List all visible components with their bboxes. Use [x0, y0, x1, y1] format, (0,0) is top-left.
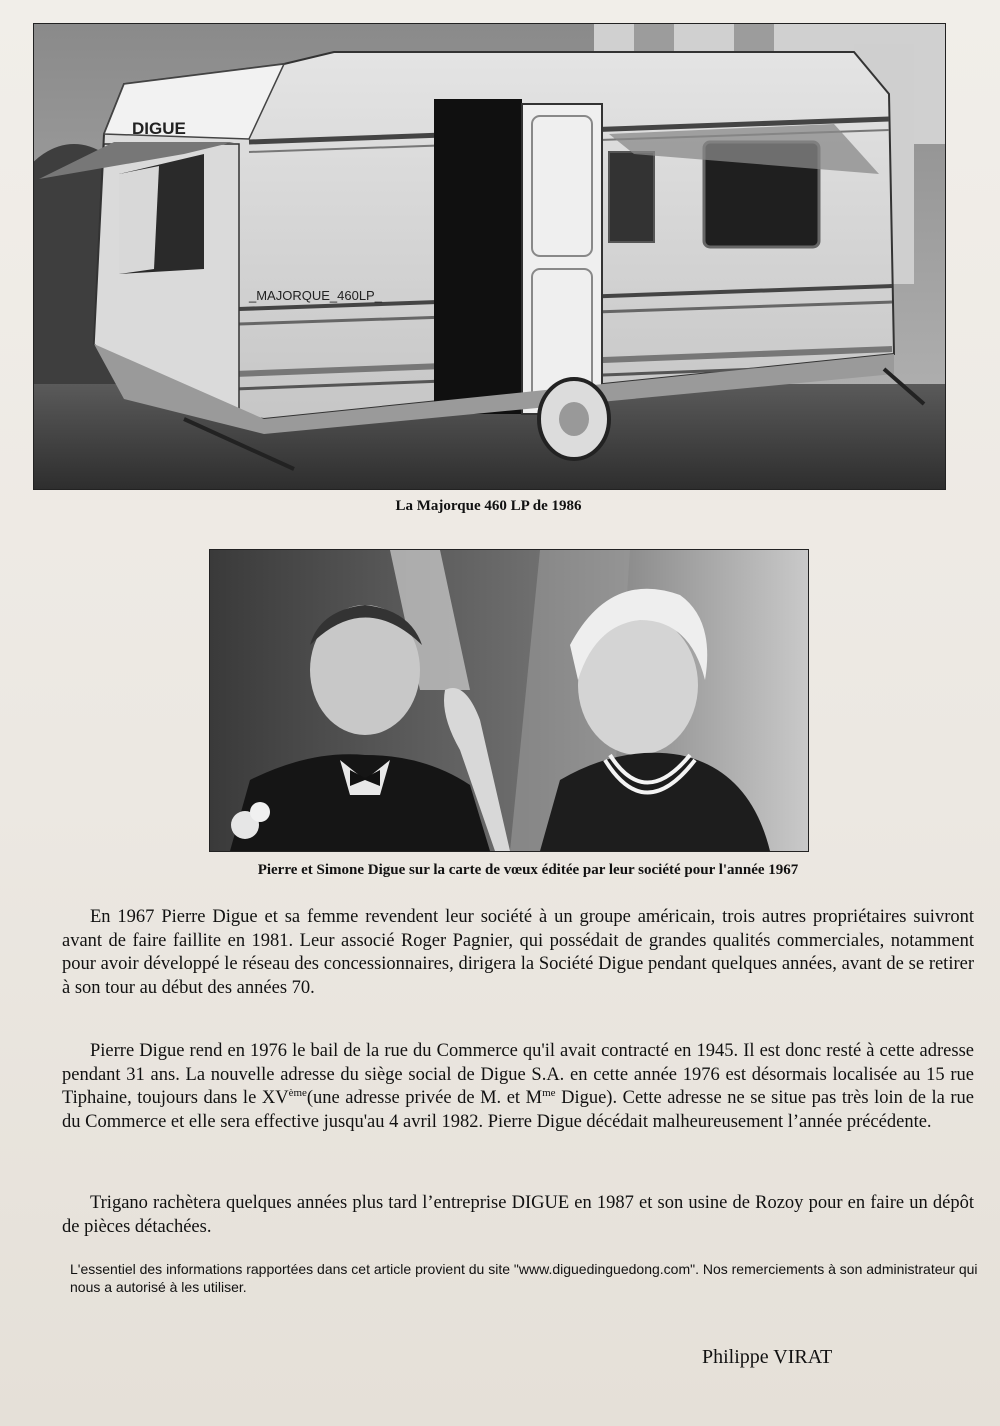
brand-label: DIGUE [132, 119, 186, 138]
caravan-illustration [34, 24, 945, 489]
paragraph-2 [62, 1040, 974, 1134]
source-note: L'essentiel des informations rapportées dans cet article provient du site "www.diguedinguedong.com". Nos remerciements à son administrateur qui nous a autorisé à les utiliser. [70, 1261, 978, 1295]
superscript-me: me [542, 1086, 556, 1099]
paragraph-3: Trigano rachètera quelques années plus tard l’entreprise DIGUE en 1987 et son usine de Rozoy pour en faire un dépôt de pièces détachées. [62, 1193, 974, 1237]
portrait-illustration [210, 550, 808, 851]
paragraph-2-part-a: Pierre Digue rend en 1976 le bail de la rue du Commerce qu'il avait contracté en 1945. Il est donc resté à cette adresse pendant 31 ans. La nouvelle adresse du siège social de Digue S.A. en cette année 1976 est désormais localisée au 15 rue Tiphaine, toujours dans le XV [62, 1041, 974, 1108]
model-label: _MAJORQUE_460LP_ [249, 288, 382, 303]
caravan-caption: La Majorque 460 LP de 1986 [395, 498, 582, 514]
paragraph-2-part-b: (une adresse privée de M. et M [306, 1088, 543, 1108]
caravan-photo [33, 23, 946, 490]
portrait-photo [209, 549, 809, 852]
superscript-eme: ème [288, 1086, 307, 1099]
author-signature: Philippe VIRAT [702, 1346, 833, 1368]
paragraph-1: En 1967 Pierre Digue et sa femme revendent leur société à un groupe américain, trois autres propriétaires suivront avant de faire faillite en 1981. Leur associé Roger Pagnier, qui possédait de grandes qualités commerciales, notamment pour avoir développé le réseau des concessionnaires, dirigera la Société Digue pendant quelques années, avant de se retirer à son tour au début des années 70. [62, 907, 974, 998]
paragraph-2-part-c: Digue). Cette adresse ne se situe pas très loin de la rue du Commerce et elle sera effective jusqu'au 4 avril 1982. Pierre Digue décédait malheureusement l’année précédente. [62, 1088, 975, 1132]
portrait-caption: Pierre et Simone Digue sur la carte de vœux éditée par leur société pour l'année 1967 [257, 862, 799, 878]
